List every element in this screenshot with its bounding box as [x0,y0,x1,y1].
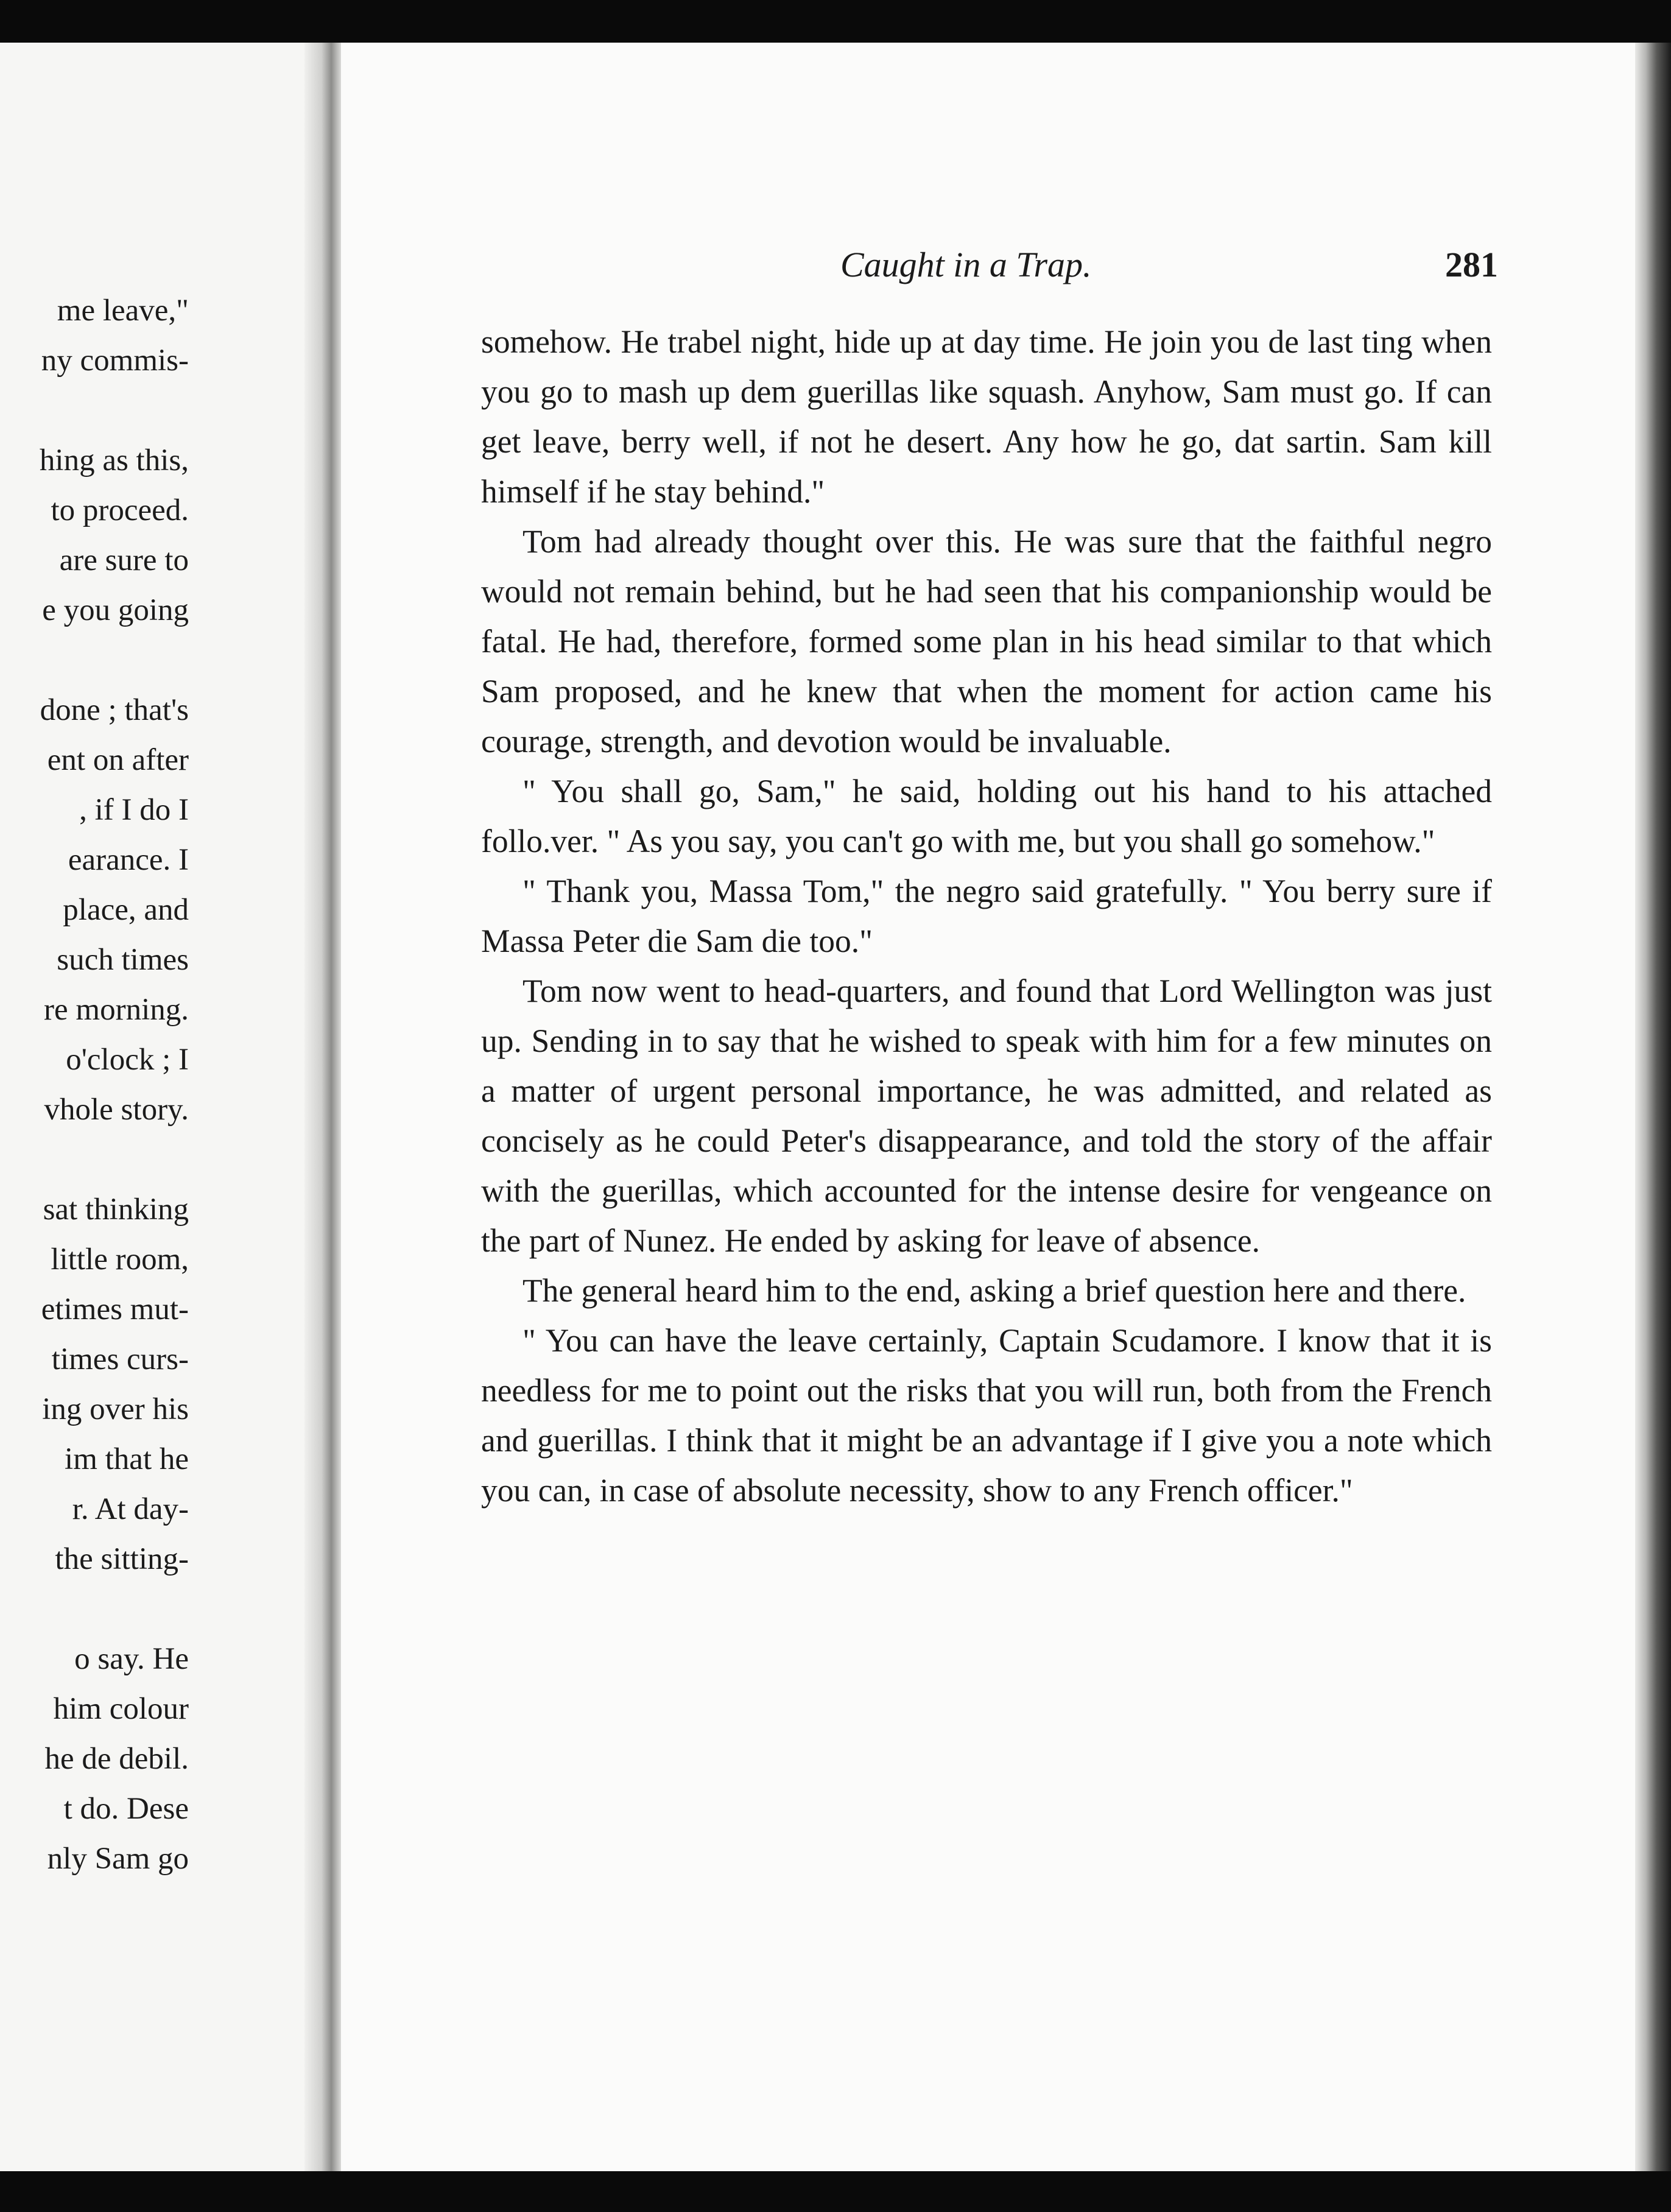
left-line: done ; that's [40,693,189,727]
paragraph: somehow. He trabel night, hide up at day time. He join you de last ting when you go to mash up dem guerillas like squash. Anyhow, Sam must go. If can get leave, berry well, if not he desert. Any how he go, dat sartin. Sam kill himself if he stay behind." [481,323,1492,510]
left-page [0,43,311,2171]
left-line: , if I do I [79,793,189,827]
paragraph: " Thank you, Massa Tom," the negro said gratefully. " You berry sure if Massa Peter die Sam die too." [481,873,1492,959]
left-line: ent on after [47,743,189,777]
left-line: ing over his [42,1392,189,1426]
left-line: earance. I [68,843,189,877]
paragraph: " You can have the leave certainly, Captain Scudamore. I know that it is needless for me to point out the risks that you will run, both from the French and guerillas. I think that it might be an advantage if I give you a note which you can, in case of absolute necessity, show to any French officer." [481,1322,1492,1509]
body-text [481,317,1492,1515]
running-header [840,241,1498,289]
paragraph: Tom now went to head-quarters, and found that Lord Wellington was just up. Sending in to say that he wished to speak with him for a few minutes on a matter of urgent personal importance, he was admitted, and related as concisely as he could Peter's disappearance, and told the story of the affair with the guerillas, which accounted for the intense desire for vengeance on the part of Nunez. He ended by asking for leave of absence. [481,973,1492,1259]
left-line: hing as this, [39,443,189,477]
scan-border-top [0,0,1671,43]
page-number: 281 [1445,245,1498,284]
left-line: are sure to [59,543,189,577]
paragraph: The general heard him to the end, asking a brief question here and there. [522,1272,1466,1309]
left-line: little room, [51,1242,189,1277]
left-line: he de debil. [44,1742,189,1776]
scan-border-bottom [0,2171,1671,2212]
page-edge [1635,43,1671,2171]
left-line: such times [57,943,189,977]
left-line: him colour [53,1692,189,1726]
left-line: to proceed. [51,493,189,527]
left-line: ny commis- [41,343,189,378]
left-line: etimes mut- [41,1292,189,1326]
left-line: o say. He [74,1642,189,1676]
paragraph: Tom had already thought over this. He was sure that the faithful negro would not remain behind, but he had seen that his companionship would be fatal. He had, therefore, formed some plan in his head similar to that which Sam proposed, and he knew that when the moment for action came his courage, strength, and devotion would be invaluable. [481,523,1492,759]
paragraph: " You shall go, Sam," he said, holding out his hand to his attached follo.ver. " As you say, you can't go with me, but you shall go somehow." [481,773,1492,859]
left-page-text [0,43,189,2171]
left-line: r. At day- [72,1492,189,1526]
left-line: me leave," [57,294,189,328]
left-line: o'clock ; I [66,1043,189,1077]
left-line: times curs- [51,1342,189,1376]
left-line: re morning. [44,993,189,1027]
left-line: nly Sam go [47,1842,189,1876]
left-line: sat thinking [43,1192,189,1227]
left-line: im that he [65,1442,189,1476]
left-line: place, and [63,893,189,927]
running-title: Caught in a Trap. [840,245,1092,284]
left-line: the sitting- [55,1542,189,1576]
left-line: vhole story. [44,1093,189,1127]
left-line: e you going [42,593,189,627]
left-line: t do. Dese [63,1792,189,1826]
